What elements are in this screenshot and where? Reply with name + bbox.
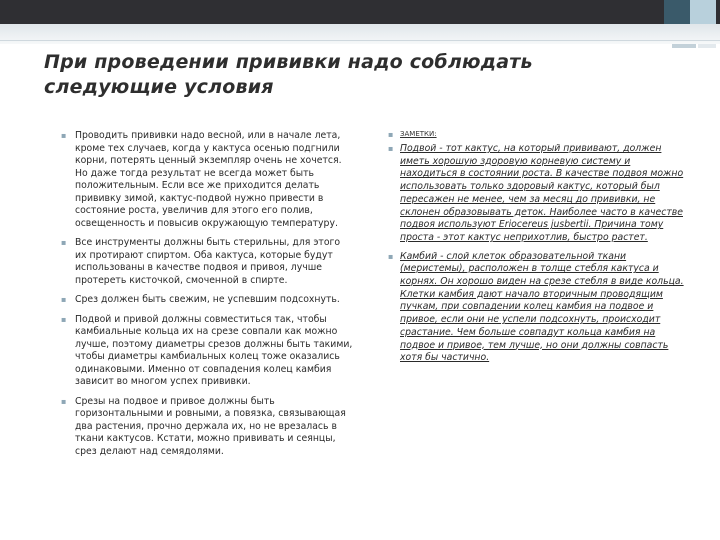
bullet-icon: ▪ [61, 238, 67, 247]
bullet-icon: ▪ [388, 251, 394, 261]
list-item-text: Подвой и привой должны совместиться так, чтобы камбиальные кольца их на срезе совпали как можно лучше, поэтому диаметры срезов должны быть такими, чтобы диаметры камбиальных колец тоже оказались одинаковыми. Именно от совпадения колец камбия зависит во многом успех прививки. [75, 313, 353, 387]
note-item [386, 251, 686, 365]
bullet-icon: ▪ [61, 295, 67, 304]
list-item [58, 237, 354, 287]
left-bullet-list [58, 130, 354, 458]
top-bar-accent-light [690, 0, 716, 24]
list-item [58, 314, 354, 389]
decor-stub-1 [672, 44, 696, 48]
bullet-icon: ▪ [61, 314, 67, 324]
notes-heading-text: ЗАМЕТКИ: [400, 130, 437, 138]
slide-title: При проведении прививки надо соблюдать следующие условия [44, 51, 533, 98]
top-bar [0, 0, 720, 24]
bullet-icon: ▪ [61, 131, 67, 140]
notes-bullet-list [386, 143, 686, 365]
left-column [58, 130, 354, 465]
decor-stub-2 [698, 44, 716, 48]
bullet-icon: ▪ [388, 144, 394, 153]
note-item [386, 143, 686, 245]
bullet-icon: ▪ [61, 396, 67, 406]
list-item-text: Все инструменты должны быть стерильны, для этого их протирают спиртом. Оба кактуса, которые будут использованы в качестве подвоя и привоя, лучше протереть кисточкой, смоченной в спирте. [75, 237, 341, 286]
note-item-text: Подвой - тот кактус, на который прививают, должен иметь хорошую здоровую корневую систему и находиться в состоянии роста. В качестве подвоя можно использовать только здоровый кактус, который был пересажен не менее, чем за месяц до прививки, не склонен образовывать деток. Наиболее часто в качестве подвоя используют Eriocereus jusbertii. Причина тому проста - этот кактус неприхотлив, быстро растет. [400, 143, 684, 243]
top-bar-accent-dark [664, 0, 690, 24]
right-column [386, 130, 686, 371]
list-item-text: Срезы на подвое и привое должны быть горизонтальными и ровными, а повязка, связывающая два растения, прочно держала их, но не врезалась в ткани кактусов. Кстати, можно прививать и сеянцы, срез делают над семядолями. [75, 395, 346, 457]
notes-heading [386, 130, 686, 139]
list-item [58, 130, 354, 230]
list-item-text: Срез должен быть свежим, не успевшим подсохнуть. [75, 294, 340, 305]
note-item-text: Камбий - слой клеток образовательной ткани (меристемы), расположен в толще стебля кактуса и корнях. Он хорошо виден на срезе стебля в виде кольца. Клетки камбия дают начало вторичным проводящим пучкам, при совпадении колец камбия на подвое и привое, если они не успели подсохнуть, происходит срастание. Чем больше совпадут кольца камбия на подвое и привое, тем лучше, но они должны совпасть хотя бы частично. [400, 250, 684, 364]
list-item [58, 294, 354, 307]
header-band [0, 24, 720, 44]
list-item-text: Проводить прививки надо весной, или в начале лета, кроме тех случаев, когда у кактуса осенью подгнили корни, потерять ценный экземпляр очень не хочется. Но даже тогда результат не всегда может быть положительным. Если все же приходится делать прививку зимой, кактус-подвой нужно привести в состояние роста, увеличив для этого его полив, освещенность и повысив окружающую температуру. [75, 130, 342, 229]
header-divider [0, 40, 720, 41]
list-item [58, 396, 354, 459]
bullet-icon: ▪ [388, 130, 394, 139]
